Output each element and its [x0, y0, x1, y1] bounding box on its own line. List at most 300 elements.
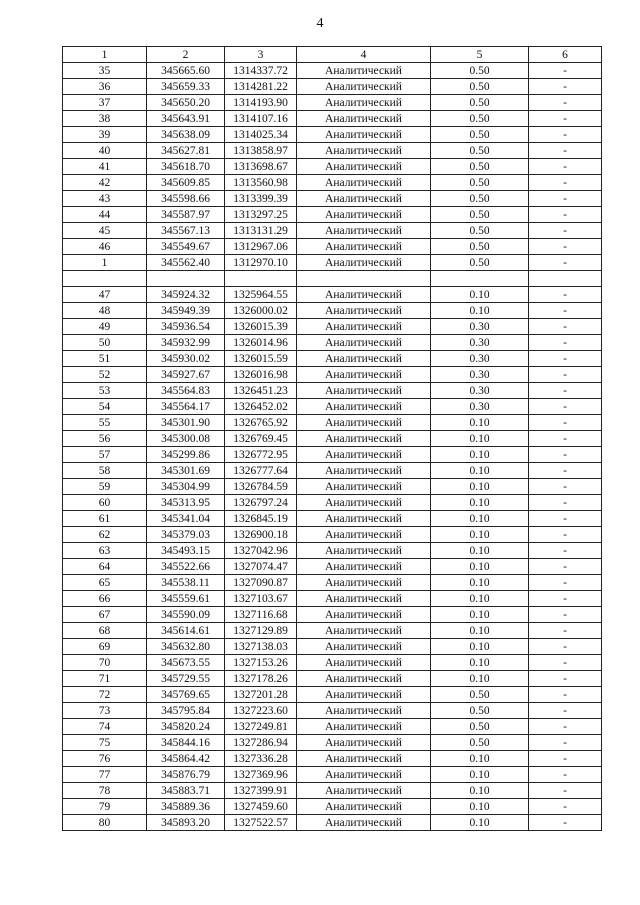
table-row [63, 511, 602, 527]
table-cell: 64 [63, 559, 147, 575]
table-cell: 0.10 [431, 591, 529, 607]
table-cell: 51 [63, 351, 147, 367]
table-cell: 0.10 [431, 799, 529, 815]
table-cell: - [529, 639, 602, 655]
table-cell: Аналитический [297, 79, 431, 95]
table-cell: 0.10 [431, 431, 529, 447]
column-header: 5 [431, 47, 529, 63]
table-cell: 0.50 [431, 79, 529, 95]
table-cell: 345650.20 [147, 95, 225, 111]
table-cell: Аналитический [297, 735, 431, 751]
table-cell: Аналитический [297, 111, 431, 127]
table-cell: 0.50 [431, 111, 529, 127]
table-cell: 0.10 [431, 511, 529, 527]
table-cell: 1313698.67 [225, 159, 297, 175]
table-row [63, 751, 602, 767]
table-cell: 345538.11 [147, 575, 225, 591]
column-header: 1 [63, 47, 147, 63]
table-cell: Аналитический [297, 799, 431, 815]
table-cell: 0.10 [431, 303, 529, 319]
table-cell: - [529, 719, 602, 735]
table-cell: 78 [63, 783, 147, 799]
table-cell: 42 [63, 175, 147, 191]
table-row [63, 287, 602, 303]
table-cell: - [529, 383, 602, 399]
table-row [63, 655, 602, 671]
table-cell: 57 [63, 447, 147, 463]
table-cell: 45 [63, 223, 147, 239]
table-row [63, 63, 602, 79]
table-cell: - [529, 191, 602, 207]
table-cell: 345927.67 [147, 367, 225, 383]
table-cell: 1327074.47 [225, 559, 297, 575]
table-cell: - [529, 783, 602, 799]
table-cell: 345300.08 [147, 431, 225, 447]
table-cell: - [529, 687, 602, 703]
table-cell: 1 [63, 255, 147, 271]
table-cell: 38 [63, 111, 147, 127]
table-cell: 345341.04 [147, 511, 225, 527]
table-cell: - [529, 143, 602, 159]
table-cell: 345299.86 [147, 447, 225, 463]
table-cell: 0.30 [431, 319, 529, 335]
table-cell: Аналитический [297, 751, 431, 767]
table-cell: - [529, 303, 602, 319]
table-row [63, 815, 602, 831]
table-cell: 345924.32 [147, 287, 225, 303]
table-cell: 345379.03 [147, 527, 225, 543]
table-cell: 63 [63, 543, 147, 559]
table-cell: 345493.15 [147, 543, 225, 559]
table-cell: - [529, 95, 602, 111]
table-row [63, 559, 602, 575]
table-cell: 345876.79 [147, 767, 225, 783]
table-cell: - [529, 751, 602, 767]
table-cell: 345936.54 [147, 319, 225, 335]
table-cell: 345864.42 [147, 751, 225, 767]
table-cell: 345795.84 [147, 703, 225, 719]
table-cell: - [529, 399, 602, 415]
table-cell: 1326772.95 [225, 447, 297, 463]
table-row [63, 79, 602, 95]
table-cell: 1314337.72 [225, 63, 297, 79]
table-row [63, 735, 602, 751]
table-cell: Аналитический [297, 239, 431, 255]
table-cell: Аналитический [297, 703, 431, 719]
table-cell: 62 [63, 527, 147, 543]
table-cell: 41 [63, 159, 147, 175]
table-cell: - [529, 223, 602, 239]
table-cell [147, 271, 225, 287]
table-cell: - [529, 175, 602, 191]
table-cell: 56 [63, 431, 147, 447]
page-number: 4 [316, 16, 324, 31]
table-row [63, 495, 602, 511]
table-cell: 345549.67 [147, 239, 225, 255]
table-row [63, 383, 602, 399]
table-cell: Аналитический [297, 671, 431, 687]
table-cell: 345643.91 [147, 111, 225, 127]
table-cell: 0.10 [431, 447, 529, 463]
table-cell: - [529, 591, 602, 607]
table-cell: 345564.83 [147, 383, 225, 399]
table-cell: 1312967.06 [225, 239, 297, 255]
table-cell: 0.50 [431, 191, 529, 207]
table-cell: 1313399.39 [225, 191, 297, 207]
table-cell: - [529, 527, 602, 543]
table-cell: 0.50 [431, 127, 529, 143]
table-cell: Аналитический [297, 303, 431, 319]
table-cell: 1326000.02 [225, 303, 297, 319]
table-cell: 1327129.89 [225, 623, 297, 639]
table-cell: 1326015.59 [225, 351, 297, 367]
table-cell: Аналитический [297, 63, 431, 79]
table-cell: 0.10 [431, 671, 529, 687]
table-cell: 1326777.64 [225, 463, 297, 479]
table-row [63, 367, 602, 383]
table-cell: 40 [63, 143, 147, 159]
table-cell: 1326784.59 [225, 479, 297, 495]
table-cell: 35 [63, 63, 147, 79]
table-cell: 1327522.57 [225, 815, 297, 831]
table-cell: Аналитический [297, 319, 431, 335]
table-cell: 67 [63, 607, 147, 623]
table-cell [225, 271, 297, 287]
table-row [63, 463, 602, 479]
table-cell: 0.50 [431, 735, 529, 751]
table-cell: Аналитический [297, 415, 431, 431]
table-cell: - [529, 703, 602, 719]
table-cell: 1326765.92 [225, 415, 297, 431]
table-cell: 54 [63, 399, 147, 415]
table-cell: 0.10 [431, 287, 529, 303]
table-cell: Аналитический [297, 127, 431, 143]
table-cell: Аналитический [297, 639, 431, 655]
table-cell: 1327286.94 [225, 735, 297, 751]
table-cell: 37 [63, 95, 147, 111]
table-cell: Аналитический [297, 143, 431, 159]
table-cell: 345638.09 [147, 127, 225, 143]
table-cell: 1325964.55 [225, 287, 297, 303]
table-row [63, 575, 602, 591]
table-cell: 0.50 [431, 687, 529, 703]
column-header: 4 [297, 47, 431, 63]
table-row [63, 127, 602, 143]
table-cell: 1314107.16 [225, 111, 297, 127]
table-row [63, 479, 602, 495]
table-row [63, 671, 602, 687]
table-cell: - [529, 767, 602, 783]
table-cell: 0.50 [431, 703, 529, 719]
table-cell: 0.10 [431, 639, 529, 655]
table-cell: 0.30 [431, 367, 529, 383]
table-cell: 0.50 [431, 159, 529, 175]
table-cell: 345609.85 [147, 175, 225, 191]
table-cell: 59 [63, 479, 147, 495]
table-row [63, 767, 602, 783]
table-cell: 52 [63, 367, 147, 383]
table-cell: 0.50 [431, 719, 529, 735]
table-cell: 0.50 [431, 175, 529, 191]
table-cell: 345562.40 [147, 255, 225, 271]
table-cell: 1326451.23 [225, 383, 297, 399]
table-cell: Аналитический [297, 399, 431, 415]
table-cell: 0.10 [431, 527, 529, 543]
table-cell: 345665.60 [147, 63, 225, 79]
table-cell: 0.50 [431, 223, 529, 239]
table-cell: - [529, 575, 602, 591]
table-cell: 345304.99 [147, 479, 225, 495]
table-row [63, 543, 602, 559]
table-cell: Аналитический [297, 623, 431, 639]
table-cell: 345301.90 [147, 415, 225, 431]
table-cell: 345932.99 [147, 335, 225, 351]
table-row [63, 95, 602, 111]
table-row [63, 703, 602, 719]
table-cell: 345889.36 [147, 799, 225, 815]
table-cell: 1327116.68 [225, 607, 297, 623]
table-cell: 1313858.97 [225, 143, 297, 159]
table-cell: 50 [63, 335, 147, 351]
table-cell: 345564.17 [147, 399, 225, 415]
table-row [63, 639, 602, 655]
table-cell: - [529, 735, 602, 751]
table-cell: 345627.81 [147, 143, 225, 159]
table-cell: 0.50 [431, 207, 529, 223]
table-cell: 1327249.81 [225, 719, 297, 735]
table-row [63, 207, 602, 223]
table-cell: Аналитический [297, 175, 431, 191]
table-cell: - [529, 287, 602, 303]
table-cell: - [529, 671, 602, 687]
table-cell: Аналитический [297, 431, 431, 447]
table-cell: 0.10 [431, 463, 529, 479]
table-cell: Аналитический [297, 687, 431, 703]
table-cell: Аналитический [297, 367, 431, 383]
table-cell: 49 [63, 319, 147, 335]
table-cell: - [529, 799, 602, 815]
table-cell [431, 271, 529, 287]
table-cell: 0.50 [431, 63, 529, 79]
table-cell: - [529, 479, 602, 495]
table-cell: 75 [63, 735, 147, 751]
table-cell: 1327153.26 [225, 655, 297, 671]
table-cell: Аналитический [297, 463, 431, 479]
table-cell: 73 [63, 703, 147, 719]
table-row [63, 239, 602, 255]
table-cell: Аналитический [297, 159, 431, 175]
table-cell: 1313131.29 [225, 223, 297, 239]
table-row [63, 255, 602, 271]
table-cell: 0.10 [431, 543, 529, 559]
table-cell: 0.10 [431, 815, 529, 831]
table-cell: 68 [63, 623, 147, 639]
table-cell: Аналитический [297, 767, 431, 783]
table-cell: 0.10 [431, 783, 529, 799]
table-cell: - [529, 415, 602, 431]
table-cell: 46 [63, 239, 147, 255]
table-row [63, 799, 602, 815]
table-cell: - [529, 79, 602, 95]
table-cell: 1327459.60 [225, 799, 297, 815]
table-cell: 0.10 [431, 559, 529, 575]
table-cell: - [529, 111, 602, 127]
column-header: 2 [147, 47, 225, 63]
table-cell: Аналитический [297, 575, 431, 591]
table-cell: - [529, 559, 602, 575]
table-cell: 1327336.28 [225, 751, 297, 767]
table-cell: Аналитический [297, 527, 431, 543]
table-cell: 74 [63, 719, 147, 735]
table-cell: 1326797.24 [225, 495, 297, 511]
table-cell: - [529, 623, 602, 639]
table-cell: Аналитический [297, 607, 431, 623]
table-cell: 345820.24 [147, 719, 225, 735]
table-cell: - [529, 319, 602, 335]
table-cell: Аналитический [297, 495, 431, 511]
table-cell: Аналитический [297, 783, 431, 799]
table-cell: Аналитический [297, 191, 431, 207]
table-cell: 0.10 [431, 575, 529, 591]
table-row [63, 335, 602, 351]
table-cell: 1327178.26 [225, 671, 297, 687]
table-cell: 1326015.39 [225, 319, 297, 335]
table-cell: - [529, 63, 602, 79]
table-cell: 345769.65 [147, 687, 225, 703]
table-cell: 1326845.19 [225, 511, 297, 527]
table-cell: 345598.66 [147, 191, 225, 207]
table-cell: - [529, 335, 602, 351]
column-header: 3 [225, 47, 297, 63]
table-cell: 1326016.98 [225, 367, 297, 383]
table-cell: 72 [63, 687, 147, 703]
table-cell: 0.10 [431, 479, 529, 495]
table-cell: 345729.55 [147, 671, 225, 687]
table-cell: 1314281.22 [225, 79, 297, 95]
table-cell: 0.30 [431, 399, 529, 415]
table-cell: 345883.71 [147, 783, 225, 799]
table-cell: 76 [63, 751, 147, 767]
table-cell: 0.10 [431, 607, 529, 623]
table-cell: 1326452.02 [225, 399, 297, 415]
table-cell: 79 [63, 799, 147, 815]
coordinates-table [62, 46, 602, 831]
table-cell: - [529, 495, 602, 511]
table-cell: Аналитический [297, 543, 431, 559]
table-cell: - [529, 607, 602, 623]
table-cell: 65 [63, 575, 147, 591]
table-row [63, 111, 602, 127]
table-cell: Аналитический [297, 479, 431, 495]
table-cell: 345559.61 [147, 591, 225, 607]
table-cell: 345893.20 [147, 815, 225, 831]
table-row [63, 303, 602, 319]
table-cell: 61 [63, 511, 147, 527]
table-row [63, 415, 602, 431]
table-row [63, 591, 602, 607]
table-cell: 345844.16 [147, 735, 225, 751]
table-cell: 1326900.18 [225, 527, 297, 543]
table-cell: Аналитический [297, 719, 431, 735]
table-cell: Аналитический [297, 447, 431, 463]
table-cell: 345632.80 [147, 639, 225, 655]
table-cell: 345301.69 [147, 463, 225, 479]
table-cell: 60 [63, 495, 147, 511]
table-cell: 0.30 [431, 335, 529, 351]
table-cell: 1327090.87 [225, 575, 297, 591]
table-cell: 1327138.03 [225, 639, 297, 655]
table-cell: 1314193.90 [225, 95, 297, 111]
table-row [63, 319, 602, 335]
table-cell: 345587.97 [147, 207, 225, 223]
table-cell: 0.30 [431, 383, 529, 399]
table-cell: 345590.09 [147, 607, 225, 623]
table-cell: 1313297.25 [225, 207, 297, 223]
table-cell: Аналитический [297, 207, 431, 223]
table-cell: 1327369.96 [225, 767, 297, 783]
table-cell: Аналитический [297, 815, 431, 831]
table-cell: Аналитический [297, 287, 431, 303]
table-cell: 77 [63, 767, 147, 783]
table-cell: 66 [63, 591, 147, 607]
table-cell: 0.50 [431, 143, 529, 159]
table-cell: 47 [63, 287, 147, 303]
table-cell: - [529, 447, 602, 463]
table-cell: 345567.13 [147, 223, 225, 239]
table-cell: 0.10 [431, 415, 529, 431]
table-cell: - [529, 463, 602, 479]
table-cell: 70 [63, 655, 147, 671]
table-cell: 1327103.67 [225, 591, 297, 607]
table-cell: Аналитический [297, 559, 431, 575]
table-cell: 44 [63, 207, 147, 223]
table-cell: Аналитический [297, 655, 431, 671]
table-cell: 48 [63, 303, 147, 319]
table-cell: 0.10 [431, 623, 529, 639]
table-cell: 0.10 [431, 751, 529, 767]
table-row [63, 175, 602, 191]
table-cell: - [529, 431, 602, 447]
table-body [63, 63, 602, 831]
table-row [63, 623, 602, 639]
table-row [63, 447, 602, 463]
table-cell: 345614.61 [147, 623, 225, 639]
table-cell: 1327399.91 [225, 783, 297, 799]
table-cell: 80 [63, 815, 147, 831]
table-cell: - [529, 127, 602, 143]
table-cell: 0.50 [431, 95, 529, 111]
table-row [63, 143, 602, 159]
table-cell: - [529, 543, 602, 559]
table-cell: 58 [63, 463, 147, 479]
table-cell: 0.10 [431, 495, 529, 511]
table-row [63, 351, 602, 367]
table-cell: 1327201.28 [225, 687, 297, 703]
table-cell: - [529, 255, 602, 271]
table-cell: 0.50 [431, 239, 529, 255]
table-cell [529, 271, 602, 287]
table-cell: 39 [63, 127, 147, 143]
table-row [63, 191, 602, 207]
table-cell: 69 [63, 639, 147, 655]
table-cell: 36 [63, 79, 147, 95]
table-header-row [63, 47, 602, 63]
table-cell: 43 [63, 191, 147, 207]
table-row [63, 223, 602, 239]
table-row [63, 783, 602, 799]
table-cell: 345313.95 [147, 495, 225, 511]
table-row [63, 431, 602, 447]
